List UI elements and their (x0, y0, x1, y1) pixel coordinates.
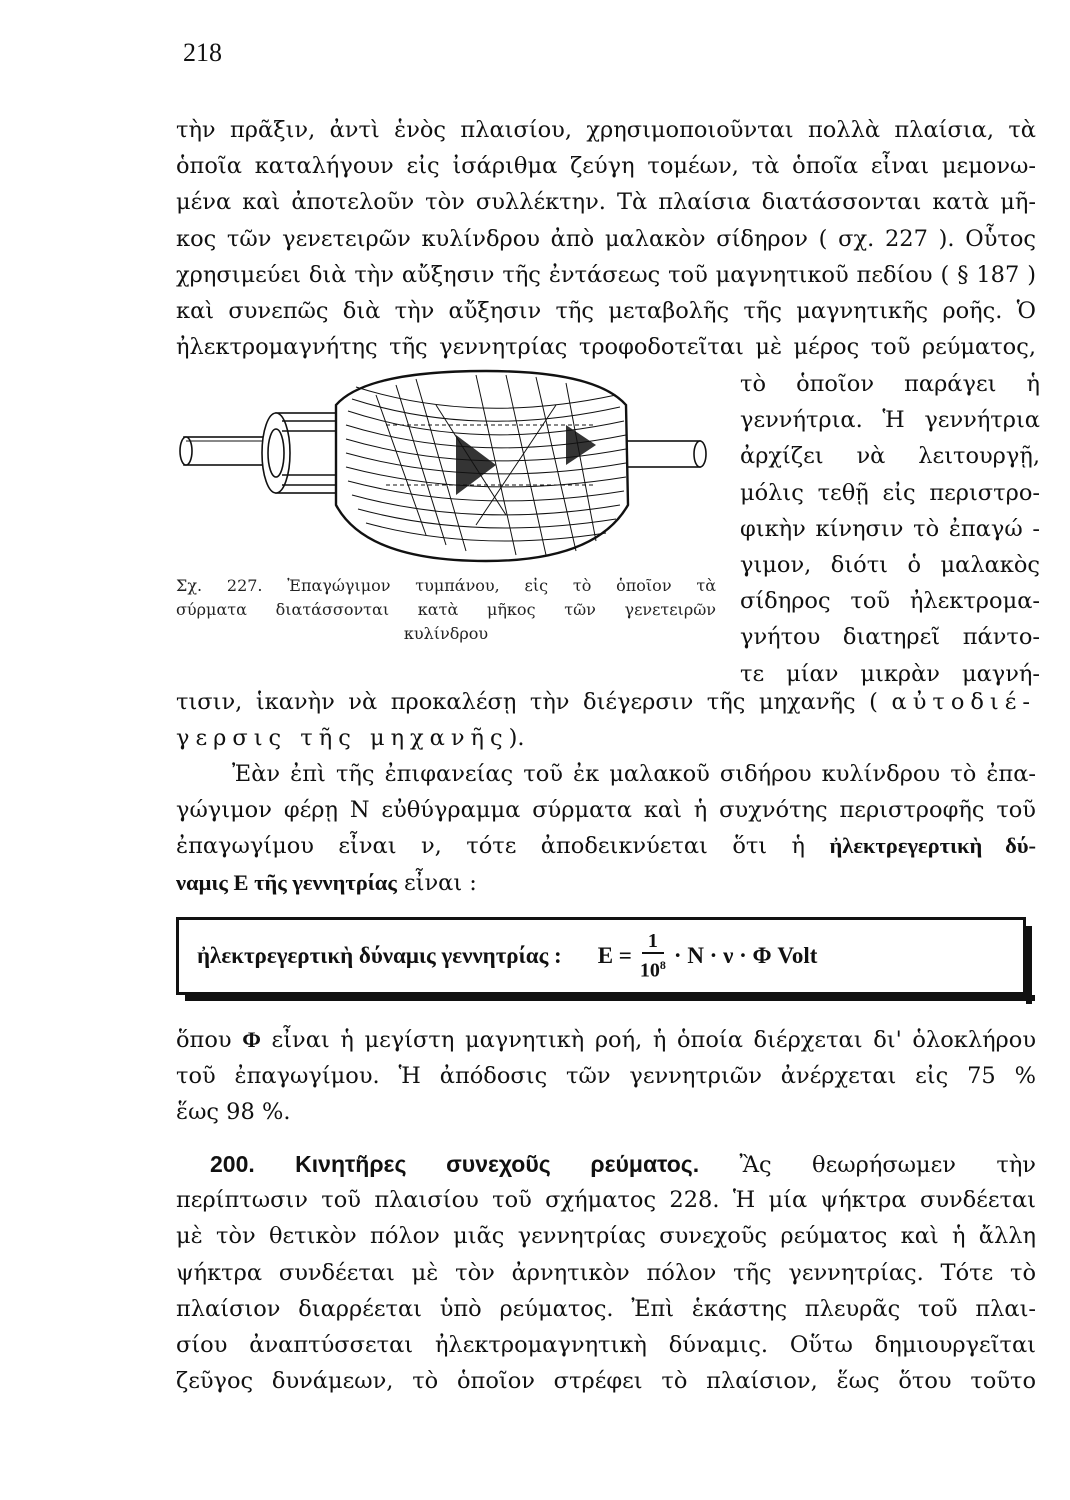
spaced-term: γερσις τῆς μηχανῆς (176, 725, 509, 752)
denominator-exponent: 8 (659, 958, 666, 973)
phi-symbol: Φ (242, 1027, 261, 1052)
text-line: τὴν πρᾶξιν, ἀντὶ ἑνὸς πλαισίου, χρησιμοποιοῦνται πολλὰ πλαίσια, τὰ (176, 117, 1036, 143)
text-span: Ἂς θεωρήσωμεν τὴν (739, 1152, 1036, 1178)
text-span: τισιν, ἱκανὴν νὰ προκαλέσῃ τὴν διέγερσιν τῆς μηχανῆς ( (176, 689, 878, 715)
caption-line: κυλίνδρου (403, 624, 489, 643)
text-line: ἕως 98 %. (176, 1099, 291, 1126)
text-line (176, 684, 1036, 720)
text-line (176, 720, 1036, 756)
formula-rhs: · N · ν · Φ Volt (673, 943, 818, 968)
text-line: ζεῦγος δυνάμεων, τὸ ὁποῖον στρέφει τὸ πλαίσιον, ἕως ὅτου τοῦτο (176, 1368, 1036, 1395)
text-line: γιμον, διότι ὁ μαλακὸς (740, 551, 1040, 578)
text-line: φικὴν κίνησιν τὸ ἐπαγώ - (740, 515, 1040, 542)
page-number: 218 (183, 38, 222, 67)
text-span: ἐπαγωγίμου εἶναι ν, τότε ἀποδεικνύεται ὅτι ἡ (176, 833, 806, 860)
text-line: τοῦ ἐπαγωγίμου. Ἡ ἀπόδοσις τῶν γεννητριῶν ἀνέρχεται εἰς 75 % (176, 1063, 1036, 1090)
text-line (176, 828, 1036, 864)
emf-formula-box (176, 917, 1026, 995)
text-line: μόλις τεθῇ εἰς περιστρο- (740, 479, 1040, 506)
text-span: εἶναι ἡ μεγίστη μαγνητικὴ ροή, ἡ ὁποία διέρχεται δι' ὁλοκλήρου (271, 1027, 1036, 1053)
section-title: Κινητῆρες συνεχοῦς ρεύματος. (295, 1151, 700, 1177)
after-figure-text (176, 684, 1036, 756)
text-line: τε μίαν μικρὰν μαγνή- (740, 660, 1040, 687)
caption-line: Σχ. 227. Ἐπαγώγιμον τυμπάνου, εἰς τὸ ὁποῖον τὰ (176, 576, 716, 595)
text-line: πλαίσιον διαρρέεται ὑπὸ ρεύματος. Ἐπὶ ἑκάστης πλευρᾶς τοῦ πλαι- (176, 1295, 1036, 1322)
figure-side-text (740, 366, 1040, 692)
figure-caption (176, 574, 716, 646)
text-line: ἀρχίζει νὰ λειτουργῇ, (740, 443, 1040, 470)
text-line (176, 1022, 1036, 1058)
text-span: ). (508, 725, 525, 752)
text-line: περίπτωσιν τοῦ πλαισίου τοῦ σχήματος 228. Ἡ μία ψήκτρα συνδέεται (176, 1187, 1036, 1214)
text-line: γεννήτρια. Ἡ γεννήτρια (740, 407, 1040, 434)
text-line: γνήτου διατηρεῖ πάντο- (740, 624, 1040, 651)
text-line: μὲ τὸν θετικὸν πόλον μιᾶς γεννητρίας συνεχοῦς ρεύματος καὶ ἡ ἄλλη (176, 1223, 1036, 1250)
section-number: 200. (210, 1151, 255, 1177)
text-line: ἠλεκτρομαγνήτης τῆς γεννητρίας τροφοδοτεῖται μὲ μέρος τοῦ ρεύματος, (176, 334, 1036, 361)
spaced-term: αὐτοδιέ- (891, 689, 1036, 715)
text-line: χρησιμεύει διὰ τὴν αὔξησιν τῆς ἐντάσεως τοῦ μαγνητικοῦ πεδίου ( § 187 ) (176, 261, 1036, 288)
text-line: ὁποῖα καταλήγουν εἰς ἰσάριθμα ζεύγη τομέων, τὰ ὁποῖα εἶναι μεμονω- (176, 153, 1036, 180)
bold-term: ἠλεκτρεγερτικὴ δύ- (829, 833, 1036, 859)
text-line (176, 865, 1036, 901)
formula-equation (598, 930, 818, 982)
top-paragraph (176, 112, 1036, 365)
text-span: ὅπου (176, 1027, 232, 1053)
bold-term: ναμις E τῆς γεννητρίας (176, 869, 397, 895)
formula-fraction (640, 930, 666, 982)
text-line: τὸ ὁποῖον παράγει ἡ (740, 371, 1040, 397)
fraction-numerator: 1 (642, 930, 664, 954)
text-line: σίου ἀναπτύσσεται ἠλεκτρομαγνητικὴ δύναμις. Οὕτω δημιουργεῖται (176, 1331, 1036, 1358)
formula-lhs: E = (597, 943, 632, 968)
formula-label: ἠλεκτρεγερτικὴ δύναμις γεννητρίας : (197, 943, 562, 968)
denominator-base: 10 (639, 959, 660, 982)
text-line: Ἐὰν ἐπὶ τῆς ἐπιφανείας τοῦ ἐκ μαλακοῦ σιδήρου κυλίνδρου τὸ ἐπα- (232, 761, 1036, 787)
text-line: καὶ συνεπῶς διὰ τὴν αὔξησιν τῆς μεταβολῆς τῆς μαγνητικῆς ροῆς. Ὁ (176, 297, 1036, 324)
text-span: εἶναι : (403, 869, 477, 896)
text-line: σίδηρος τοῦ ἠλεκτρομα- (740, 588, 1040, 615)
paragraph-emf (176, 756, 1036, 901)
text-line: κος τῶν γενετειρῶν κυλίνδρου ἀπὸ μαλακὸν σίδηρον ( σχ. 227 ). Οὗτος (176, 225, 1036, 252)
text-line: μένα καὶ ἀποτελοῦν τὸν συλλέκτην. Τὰ πλαίσια διατάσσονται κατὰ μῆ- (176, 189, 1036, 216)
paragraph-flux (176, 1022, 1036, 1131)
text-line: ψήκτρα συνδέεται μὲ τὸν ἀρνητικὸν πόλον τῆς γεννητρίας. Τότε τὸ (176, 1259, 1036, 1286)
caption-line: σύρματα διατάσσονται κατὰ μῆκος τῶν γενετειρῶν (176, 600, 716, 619)
text-line: γώγιμον φέρῃ N εὐθύγραμμα σύρματα καὶ ἡ συχνότης περιστροφῆς τοῦ (176, 797, 1036, 824)
drum-armature-figure (176, 365, 716, 575)
section-heading-line (176, 1146, 1036, 1182)
section-200 (176, 1146, 1036, 1399)
fraction-denominator (640, 954, 666, 982)
